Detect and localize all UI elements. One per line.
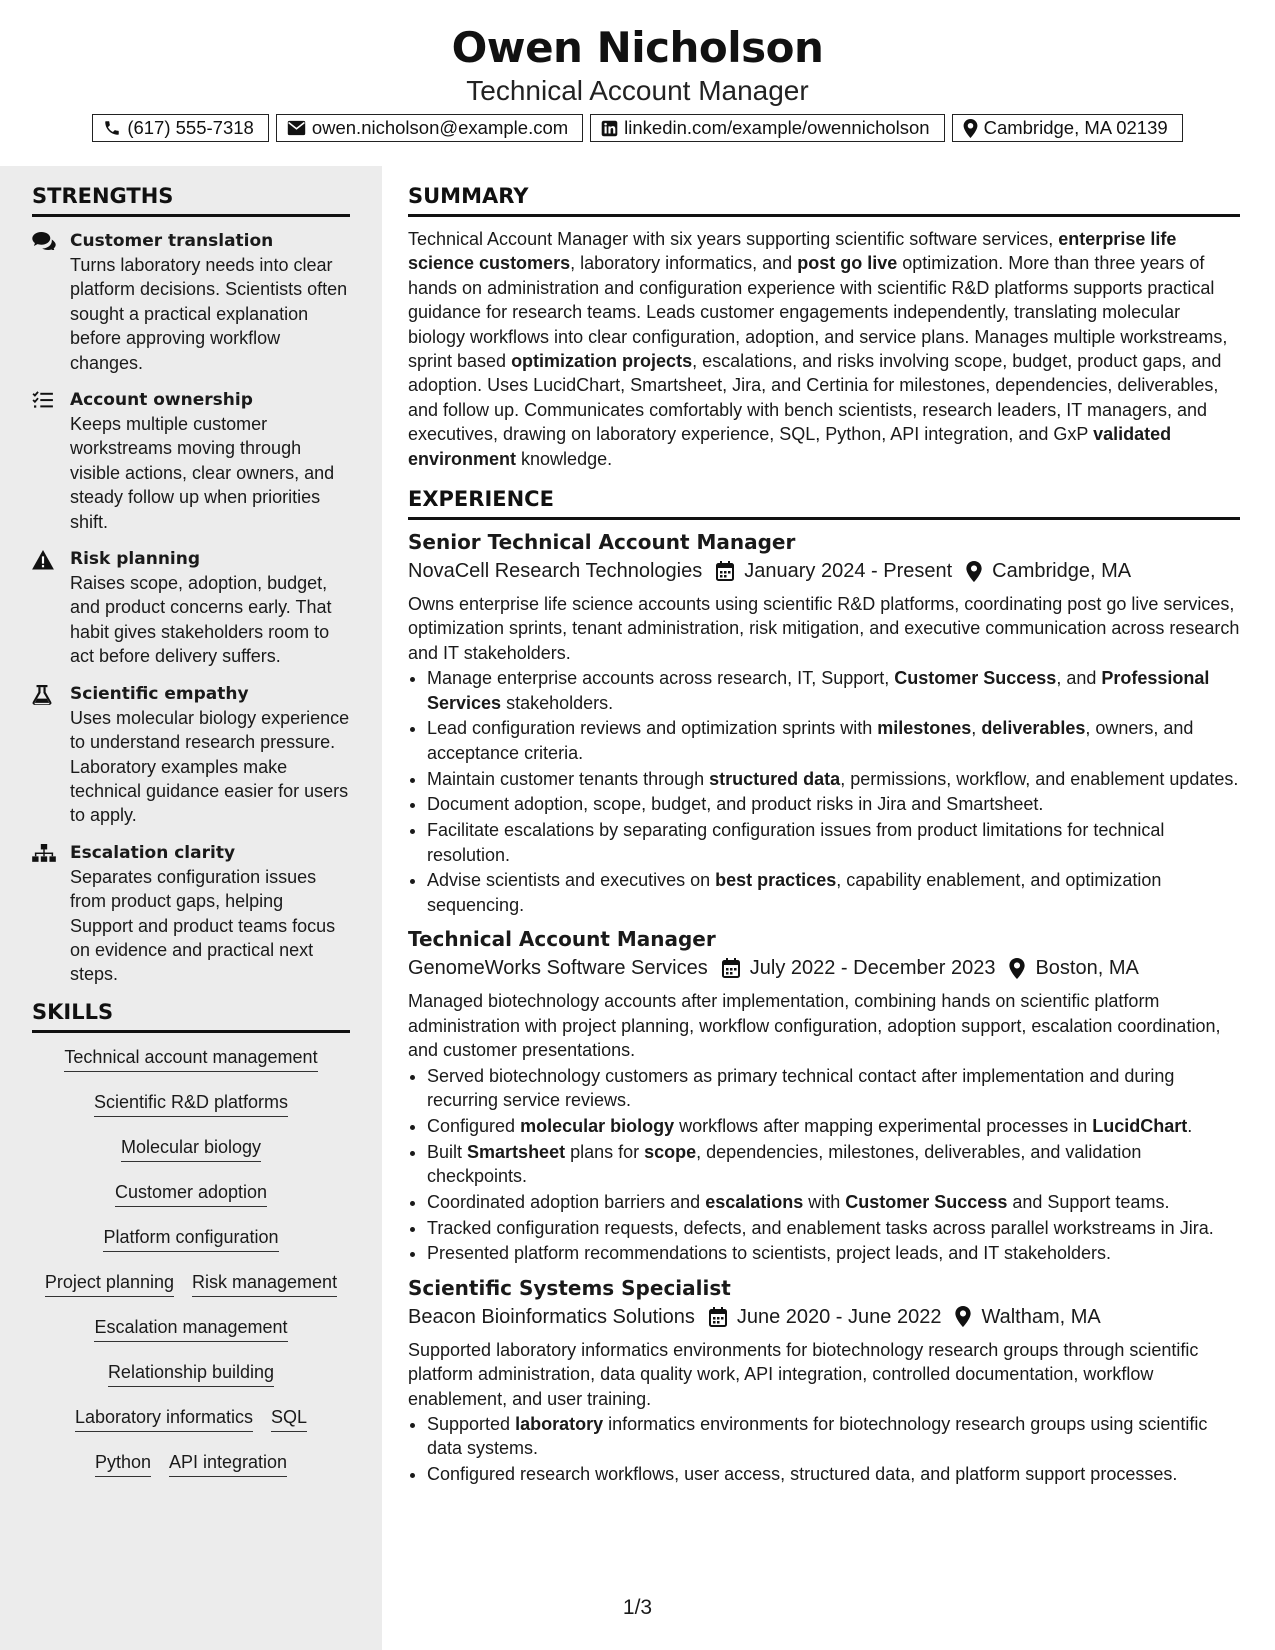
text-segment: Document adoption, scope, budget, and product risks in Jira and Smartsheet. [427, 794, 1044, 815]
job-company: Beacon Bioinformatics Solutions [408, 1305, 695, 1328]
skills-list [32, 1045, 350, 1495]
sidebar [32, 184, 350, 1495]
strength-title: Escalation clarity [70, 842, 236, 863]
emphasis: molecular biology [520, 1115, 675, 1136]
text-segment: , [971, 718, 982, 739]
text-segment: Supported [427, 1413, 516, 1434]
strength-item [32, 388, 350, 534]
job-summary: Owns enterprise life science accounts using scientific R&D platforms, coordinating post go live services, optimization sprints, tenant administration, risk mitigation, and executive communication across research and IT stakeholders. [408, 594, 1240, 663]
emphasis: post go live [797, 253, 898, 274]
emphasis: optimization projects [511, 351, 693, 372]
text-segment: , capability enablement, and optimization sequencing. [427, 870, 1162, 915]
job-location: Waltham, MA [981, 1305, 1101, 1328]
list-item [427, 1190, 1240, 1214]
list-item [427, 716, 1240, 765]
comments-icon [32, 229, 70, 375]
text-segment: Manage enterprise accounts across research, IT, Support, [427, 668, 895, 689]
emphasis: LucidChart [1092, 1115, 1188, 1136]
emphasis: best practices [715, 870, 837, 891]
contact-phone[interactable] [92, 114, 269, 142]
skill-tag: Python [95, 1450, 151, 1477]
job-company: GenomeWorks Software Services [408, 957, 708, 980]
list-item [427, 1216, 1240, 1240]
list-item [427, 1412, 1240, 1461]
emphasis: deliverables [981, 718, 1086, 739]
job-dates: June 2020 - June 2022 [736, 1305, 942, 1328]
emphasis: laboratory [515, 1413, 604, 1434]
skill-tag: Molecular biology [121, 1135, 261, 1162]
list-item [427, 868, 1240, 917]
map-pin-icon [963, 119, 978, 138]
skill-tag: Risk management [192, 1270, 337, 1297]
job-title: Senior Technical Account Manager [408, 530, 796, 555]
job-dates: July 2022 - December 2023 [749, 957, 996, 980]
skill-row [32, 1270, 350, 1315]
text-segment: , permissions, workflow, and enablement updates. [840, 768, 1239, 789]
warning-icon [32, 547, 70, 669]
job-meta [408, 1302, 1240, 1332]
list-item [427, 1064, 1240, 1113]
text-segment: , laboratory informatics, and [570, 253, 798, 274]
emphasis: Smartsheet [467, 1141, 566, 1162]
emphasis: escalations [705, 1191, 804, 1212]
skill-row [32, 1225, 350, 1270]
checklist-icon [32, 388, 70, 534]
job-summary: Supported laboratory informatics environments for biotechnology research groups through scientific platform administration, data quality work, API integration, controlled documentation, workflow enablement, and user training. [408, 1339, 1199, 1409]
email-text: owen.nicholson@example.com [311, 117, 569, 138]
contact-linkedin[interactable] [590, 114, 944, 142]
skill-tag: Scientific R&D platforms [94, 1090, 288, 1117]
strength-description: Keeps multiple customer workstreams moving through visible actions, clear owners, and steady follow up when priorities shift. [70, 414, 335, 532]
strength-item [32, 229, 350, 375]
emphasis: structured data [709, 768, 841, 789]
text-segment: stakeholders. [501, 692, 614, 713]
emphasis: milestones [877, 718, 972, 739]
text-segment: Facilitate escalations by separating configuration issues from product limitations for technical resolution. [427, 820, 1165, 865]
text-segment: Built [427, 1141, 468, 1162]
text-segment: Served biotechnology customers as primary technical contact after implementation and during recurring service reviews. [427, 1065, 1175, 1110]
strength-title: Risk planning [70, 549, 201, 570]
emphasis: enterprise life science customers [408, 229, 1177, 274]
list-item [427, 1114, 1240, 1138]
skill-row [32, 1180, 350, 1225]
strength-description: Raises scope, adoption, budget, and product concerns early. That habit gives stakeholders room to act before delivery suffers. [70, 573, 332, 667]
text-segment: . [1187, 1115, 1193, 1136]
list-item [427, 767, 1240, 791]
strengths-heading: STRENGTHS [32, 184, 350, 217]
page-number: 1/3 [622, 1596, 653, 1619]
calendar-icon [709, 1307, 727, 1327]
skill-row [32, 1135, 350, 1180]
strength-title: Customer translation [70, 231, 274, 251]
strength-description: Turns laboratory needs into clear platform decisions. Scientists often sought a practical explanation before approving workflow changes. [70, 255, 348, 373]
contact-location [952, 114, 1183, 142]
resume-header [0, 22, 1275, 108]
emphasis: validated environment [408, 424, 1172, 469]
text-segment: with [803, 1191, 846, 1212]
emphasis: scope [644, 1141, 697, 1162]
hierarchy-icon [32, 841, 70, 987]
text-segment: Configured research workflows, user access, structured data, and platform support processes. [427, 1464, 1178, 1485]
text-segment: Maintain customer tenants through [427, 768, 710, 789]
text-segment: Tracked configuration requests, defects, and enablement tasks across parallel workstreams in Jira. [427, 1217, 1214, 1238]
candidate-title: Technical Account Manager [466, 75, 809, 106]
list-item [427, 1462, 1240, 1486]
text-segment: Lead configuration reviews and optimization sprints with [427, 718, 878, 739]
list-item [427, 1140, 1240, 1189]
text-segment: , owners, and acceptance criteria. [427, 718, 1194, 763]
job-meta [408, 953, 1240, 983]
experience-heading: EXPERIENCE [408, 487, 1240, 520]
text-segment: Configured [427, 1115, 521, 1136]
phone-icon [103, 119, 121, 137]
skill-row [32, 1360, 350, 1405]
summary-heading: SUMMARY [408, 184, 1240, 217]
emphasis: Customer Success [894, 668, 1057, 689]
job-bullets [408, 666, 1240, 917]
contact-email[interactable] [276, 114, 583, 142]
skill-tag: Relationship building [108, 1360, 274, 1387]
skill-row [32, 1090, 350, 1135]
strength-description: Uses molecular biology experience to understand research pressure. Laboratory examples make technical guidance easier for users to apply. [70, 707, 350, 826]
strength-item [32, 682, 350, 828]
calendar-icon [716, 561, 734, 581]
job-bullets [408, 1412, 1240, 1487]
strength-title: Scientific empathy [70, 683, 249, 704]
skill-tag: Project planning [45, 1270, 174, 1297]
phone-text: (617) 555-7318 [127, 117, 254, 138]
skill-row [32, 1315, 350, 1360]
calendar-icon [722, 958, 740, 978]
location-text: Cambridge, MA 02139 [983, 117, 1168, 138]
skill-tag: API integration [169, 1450, 287, 1477]
emphasis: Professional Services [427, 668, 1210, 713]
skill-row [32, 1450, 350, 1495]
job-company: NovaCell Research Technologies [408, 560, 703, 583]
strength-item [32, 547, 350, 669]
text-segment: plans for [565, 1141, 645, 1162]
text-segment: optimization. More than three years of hands on administration and configuration experience with scientific R&D platforms supports practical guidance for research teams. Leads customer engagements independently, translating molecular biology workflows into clear configuration, adoption, and service plans. Manages multiple workstreams, sprint based [408, 253, 1228, 372]
skill-row [32, 1045, 350, 1090]
list-item [427, 792, 1240, 816]
map-pin-icon [1009, 958, 1025, 979]
summary-text [408, 227, 1240, 471]
emphasis: Customer Success [845, 1191, 1008, 1212]
strength-description: Separates configuration issues from product gaps, helping Support and product teams focus on evidence and practical next steps. [70, 866, 336, 985]
list-item [427, 1241, 1240, 1265]
skill-tag: Technical account management [64, 1045, 317, 1072]
job-bullets [408, 1064, 1240, 1266]
skill-tag: Laboratory informatics [75, 1405, 253, 1432]
strength-title: Account ownership [70, 390, 253, 411]
contact-bar [0, 114, 1275, 142]
strengths-list [32, 229, 350, 987]
job-entry [408, 1274, 1240, 1487]
text-segment: knowledge. [516, 448, 613, 469]
text-segment: , escalations, and risks involving scope, budget, product gaps, and adoption. Uses LucidChart, Smartsheet, Jira, and Certinia for milestones, dependencies, deliverables, and follow up. Communicates comfortably with bench scientists, research leaders, IT managers, and executives, drawing on laboratory experience, SQL, Python, API integration, and GxP [408, 351, 1222, 445]
text-segment: , dependencies, milestones, deliverables, and validation checkpoints. [427, 1141, 1142, 1186]
job-title: Technical Account Manager [408, 927, 716, 952]
map-pin-icon [966, 561, 982, 582]
list-item [427, 818, 1240, 867]
map-pin-icon [955, 1306, 971, 1327]
job-location: Boston, MA [1035, 957, 1139, 980]
skill-tag: Customer adoption [115, 1180, 267, 1207]
skill-tag: SQL [271, 1405, 307, 1432]
experience-list [408, 528, 1240, 1486]
text-segment: Technical Account Manager with six years supporting scientific software services, [408, 229, 1059, 249]
skill-row [32, 1405, 350, 1450]
text-segment: Presented platform recommendations to scientists, project leads, and IT stakeholders. [427, 1243, 1112, 1264]
flask-icon [32, 682, 70, 828]
skill-tag: Escalation management [94, 1315, 287, 1342]
job-entry [408, 925, 1240, 1265]
job-location: Cambridge, MA [992, 560, 1132, 583]
text-segment: Advise scientists and executives on [427, 870, 716, 891]
text-segment: workflows after mapping experimental processes in [674, 1115, 1093, 1136]
job-summary: Managed biotechnology accounts after implementation, combining hands on scientific platform administration with project planning, workflow configuration, adoption support, escalation coordination, and customer presentations. [408, 991, 1221, 1061]
job-meta [408, 556, 1240, 586]
linkedin-text: linkedin.com/example/owennicholson [624, 117, 930, 138]
envelope-icon [287, 120, 306, 136]
job-title: Scientific Systems Specialist [408, 1275, 731, 1300]
job-dates: January 2024 - Present [744, 560, 953, 583]
candidate-name: Owen Nicholson [451, 23, 824, 72]
main-content [408, 184, 1240, 1491]
job-entry [408, 528, 1240, 917]
linkedin-icon [601, 120, 618, 137]
skills-heading: SKILLS [32, 1000, 350, 1033]
strength-item [32, 841, 350, 987]
text-segment: , and [1056, 668, 1102, 689]
text-segment: Coordinated adoption barriers and [427, 1191, 706, 1212]
list-item [427, 666, 1240, 715]
text-segment: informatics environments for biotechnology research groups using scientific data systems. [427, 1413, 1208, 1459]
text-segment: and Support teams. [1007, 1191, 1170, 1212]
skill-tag: Platform configuration [103, 1225, 278, 1252]
